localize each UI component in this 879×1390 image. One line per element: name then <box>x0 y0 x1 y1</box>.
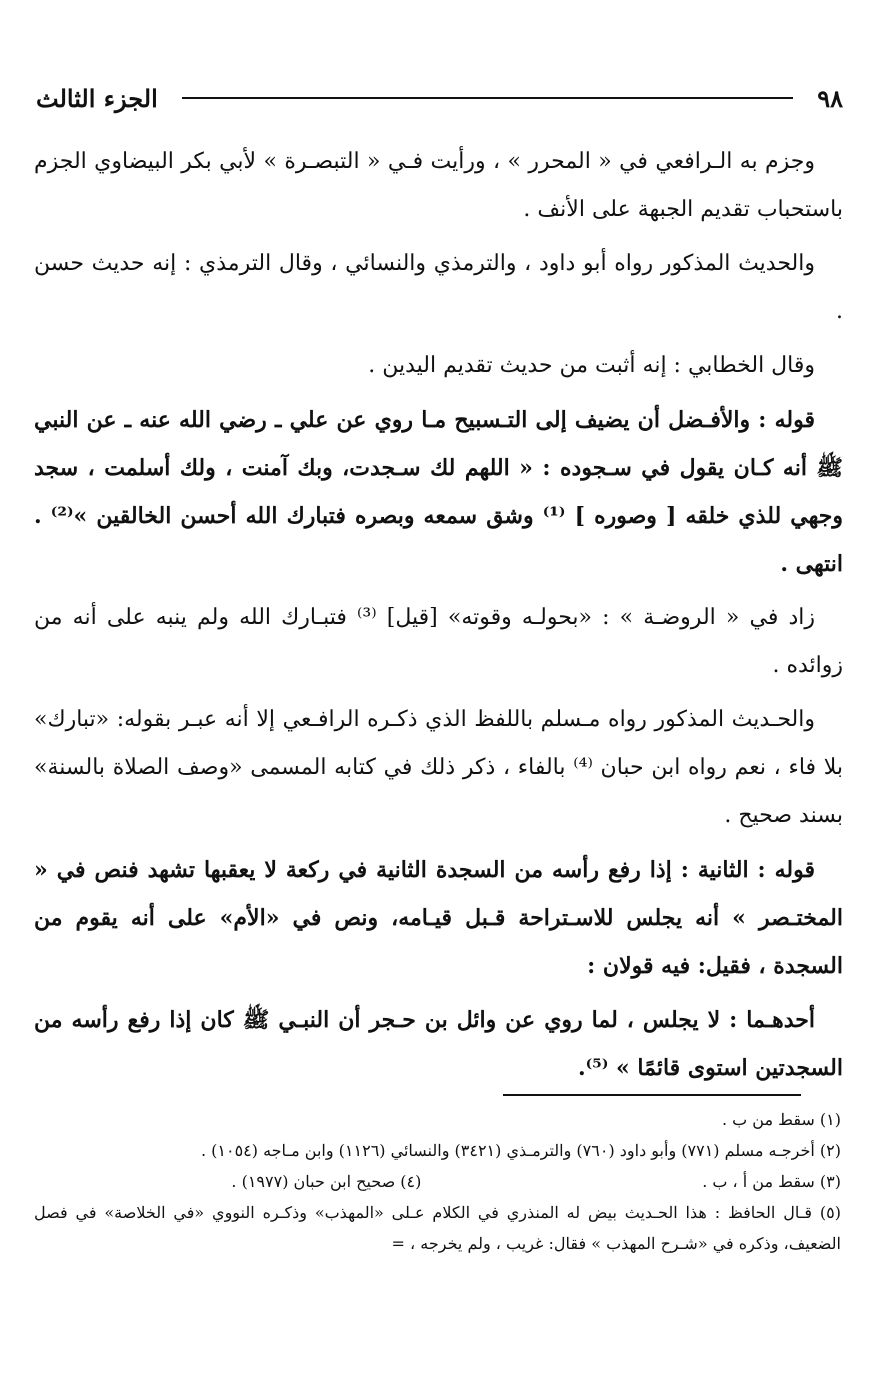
quoted-text-paragraph: أحدهـما : لا يجلس ، لما روي عن وائل بن حـجر أن النبـي ﷺ كان إذا رفع رأسه من السجدتين استوى قائمًا » ⁽⁵⁾. <box>34 1007 843 1081</box>
paragraph: وقال الخطابي : إنه أثبت من حديث تقديم اليدين . <box>368 353 815 378</box>
footnote: (٥) قـال الحافظ : هذا الحـديث بيض له المنذري في الكلام عـلى «المهذب» وذكـره النووي «في الخلاصة» في فصل الضعيف، وذكره في «شـرح المهذب » فقال: غريب ، ولم يخرجه ، = <box>34 1203 841 1253</box>
footnote: (٢) أخرجـه مسلم (٧٧١) وأبو داود (٧٦٠) والترمـذي (٣٤٢١) والنسائي (١١٢٦) وابن مـاجه (١٠٥٤) . <box>200 1141 841 1160</box>
footnote: (١) سقط من ب . <box>721 1110 841 1129</box>
page-header <box>36 78 843 118</box>
paragraph: والحـديث المذكور رواه مـسلم باللفظ الذي ذكـره الرافـعي إلا أنه عبـر بقوله: «تبارك» بلا فاء ، نعم رواه ابن حبان ⁽⁴⁾ بالفاء ، ذكر ذلك في كتابه المسمى «وصف الصلاة بالسنة» بسند صحيح . <box>34 707 844 828</box>
paragraph: زاد في « الروضـة » : «بحولـه وقوته» [قيل] ⁽³⁾ فتبـارك الله ولم ينبه على أنه من زوائده . <box>34 605 843 678</box>
header-rule <box>182 97 793 99</box>
footnote-separator <box>503 1094 801 1096</box>
running-title: الجزء الثالث <box>36 83 158 113</box>
footnote-row <box>34 1166 841 1197</box>
paragraph: والحديث المذكور رواه أبو داود ، والترمذي والنسائي ، وقال الترمذي : إنه حديث حسن . <box>34 251 843 324</box>
quoted-text-paragraph: قوله : الثانية : إذا رفع رأسه من السجدة الثانية في ركعة لا يعقبها تشهد فنص في « المختـصر » أنه يجلس للاسـتراحة قـبل قيـامه، ونص في «الأم» على أنه يقوم من السجدة ، فقيل: فيه قولان : <box>34 857 843 979</box>
footnotes <box>34 1104 841 1259</box>
page-number: ٩٨ <box>817 83 843 113</box>
footnote: (٤) صحيح ابن حبان (١٩٧٧) . <box>231 1172 422 1191</box>
quoted-text-paragraph: قوله : والأفـضل أن يضيف إلى التـسبيح مـا روي عن علي ـ رضي الله عنه ـ عن النبي ﷺ أنه كـان يقول في سـجوده : « اللهم لك سـجدت، وبك آمنت ، ولك أسلمت ، سجد وجهي للذي خلقه [ وصوره ] ⁽¹⁾ وشق سمعه وبصره فتبارك الله أحسن الخالقين »⁽²⁾ . انتهى . <box>34 407 843 577</box>
footnote: (٣) سقط من أ ، ب . <box>702 1172 841 1191</box>
paragraph: وجزم به الـرافعي في « المحرر » ، ورأيت فـي « التبصـرة » لأبي بكر البيضاوي الجزم باستحباب تقديم الجبهة على الأنف . <box>34 149 843 222</box>
main-text <box>34 138 843 1098</box>
